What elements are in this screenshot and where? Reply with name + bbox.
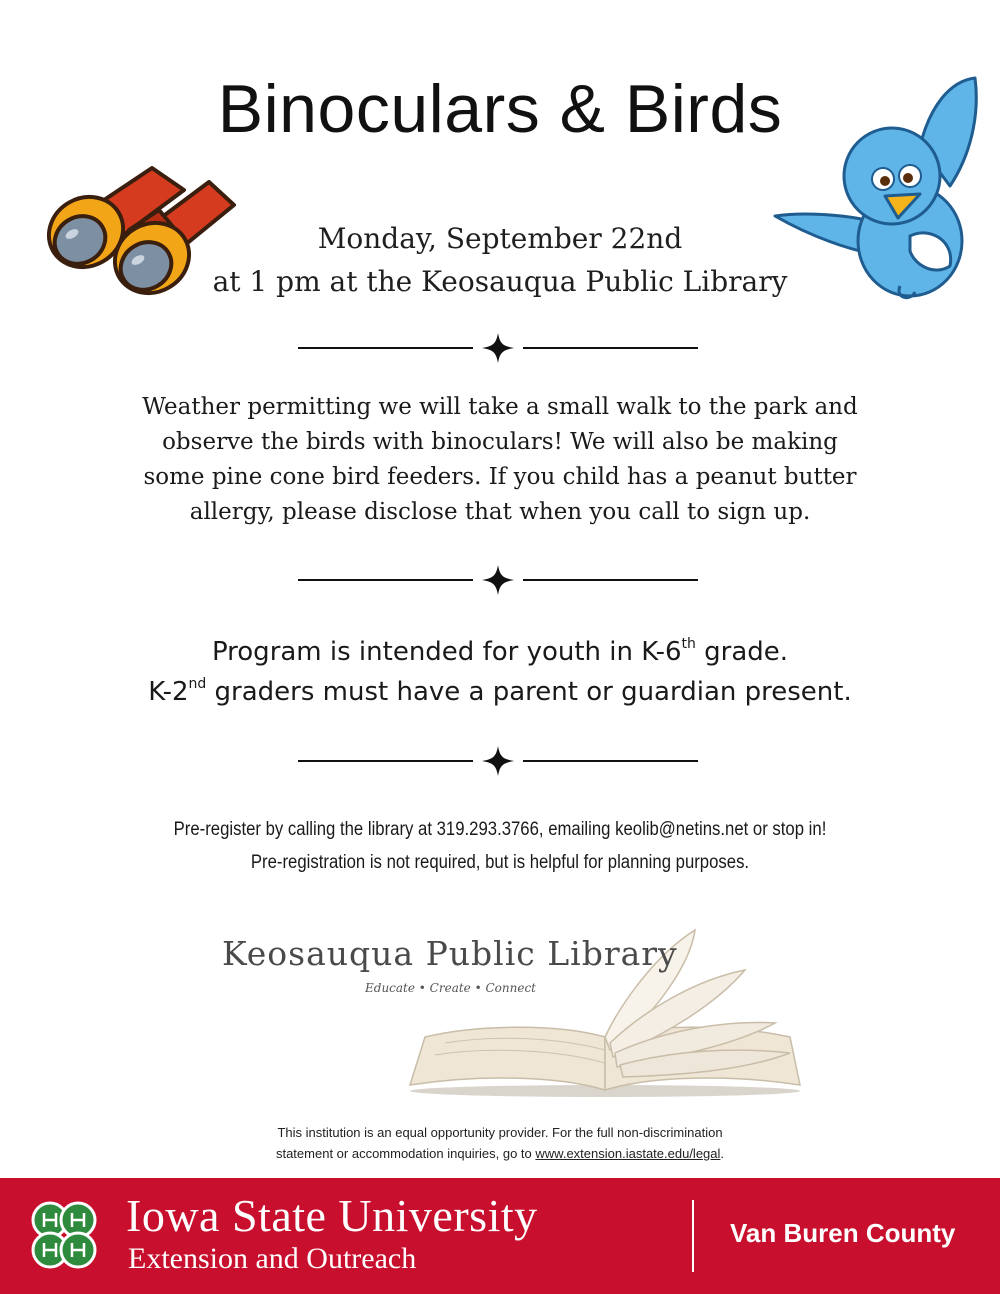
unit-name: Extension and Outreach xyxy=(128,1242,417,1275)
event-date: Monday, September 22nd xyxy=(317,222,683,255)
legal-link[interactable]: www.extension.iastate.edu/legal xyxy=(535,1146,721,1161)
page-title: Binoculars & Birds xyxy=(217,71,783,147)
footer-bar xyxy=(0,1178,1000,1294)
university-name: Iowa State University xyxy=(126,1190,538,1241)
divider xyxy=(298,565,698,595)
diamond-star-icon xyxy=(482,333,514,363)
4h-clover-icon xyxy=(24,1196,104,1276)
preregister-info: Pre-register by calling the library at 319.293.3766, emailing keolib@netins.net or stop in! Pre-registration is not required, but is helpful for planning purposes. xyxy=(173,819,827,873)
footer-separator xyxy=(692,1200,694,1272)
divider xyxy=(298,746,698,776)
library-logo-tagline: Educate • Create • Connect xyxy=(365,981,536,995)
library-logo-name: Keosauqua Public Library xyxy=(222,934,678,973)
event-location: at 1 pm at the Keosauqua Public Library xyxy=(212,265,788,298)
divider xyxy=(298,333,698,363)
county-name: Van Buren County xyxy=(730,1218,956,1248)
diamond-star-icon xyxy=(482,565,514,595)
event-description: Weather permitting we will take a small walk to the park and observe the birds with binoculars! We will also be making some pine cone bird feeders. If you child has a peanut butter allergy, please disclose that when you call to sign up. xyxy=(142,394,858,525)
legal-notice: This institution is an equal opportunity provider. For the full non-discrimination statement or accommodation inquiries, go to www.extension.iastate.edu/legal. xyxy=(275,1125,725,1161)
diamond-star-icon xyxy=(482,746,514,776)
program-info: Program is intended for youth in K-6th grade. K-2nd graders must have a parent or guardian present. xyxy=(148,636,852,707)
